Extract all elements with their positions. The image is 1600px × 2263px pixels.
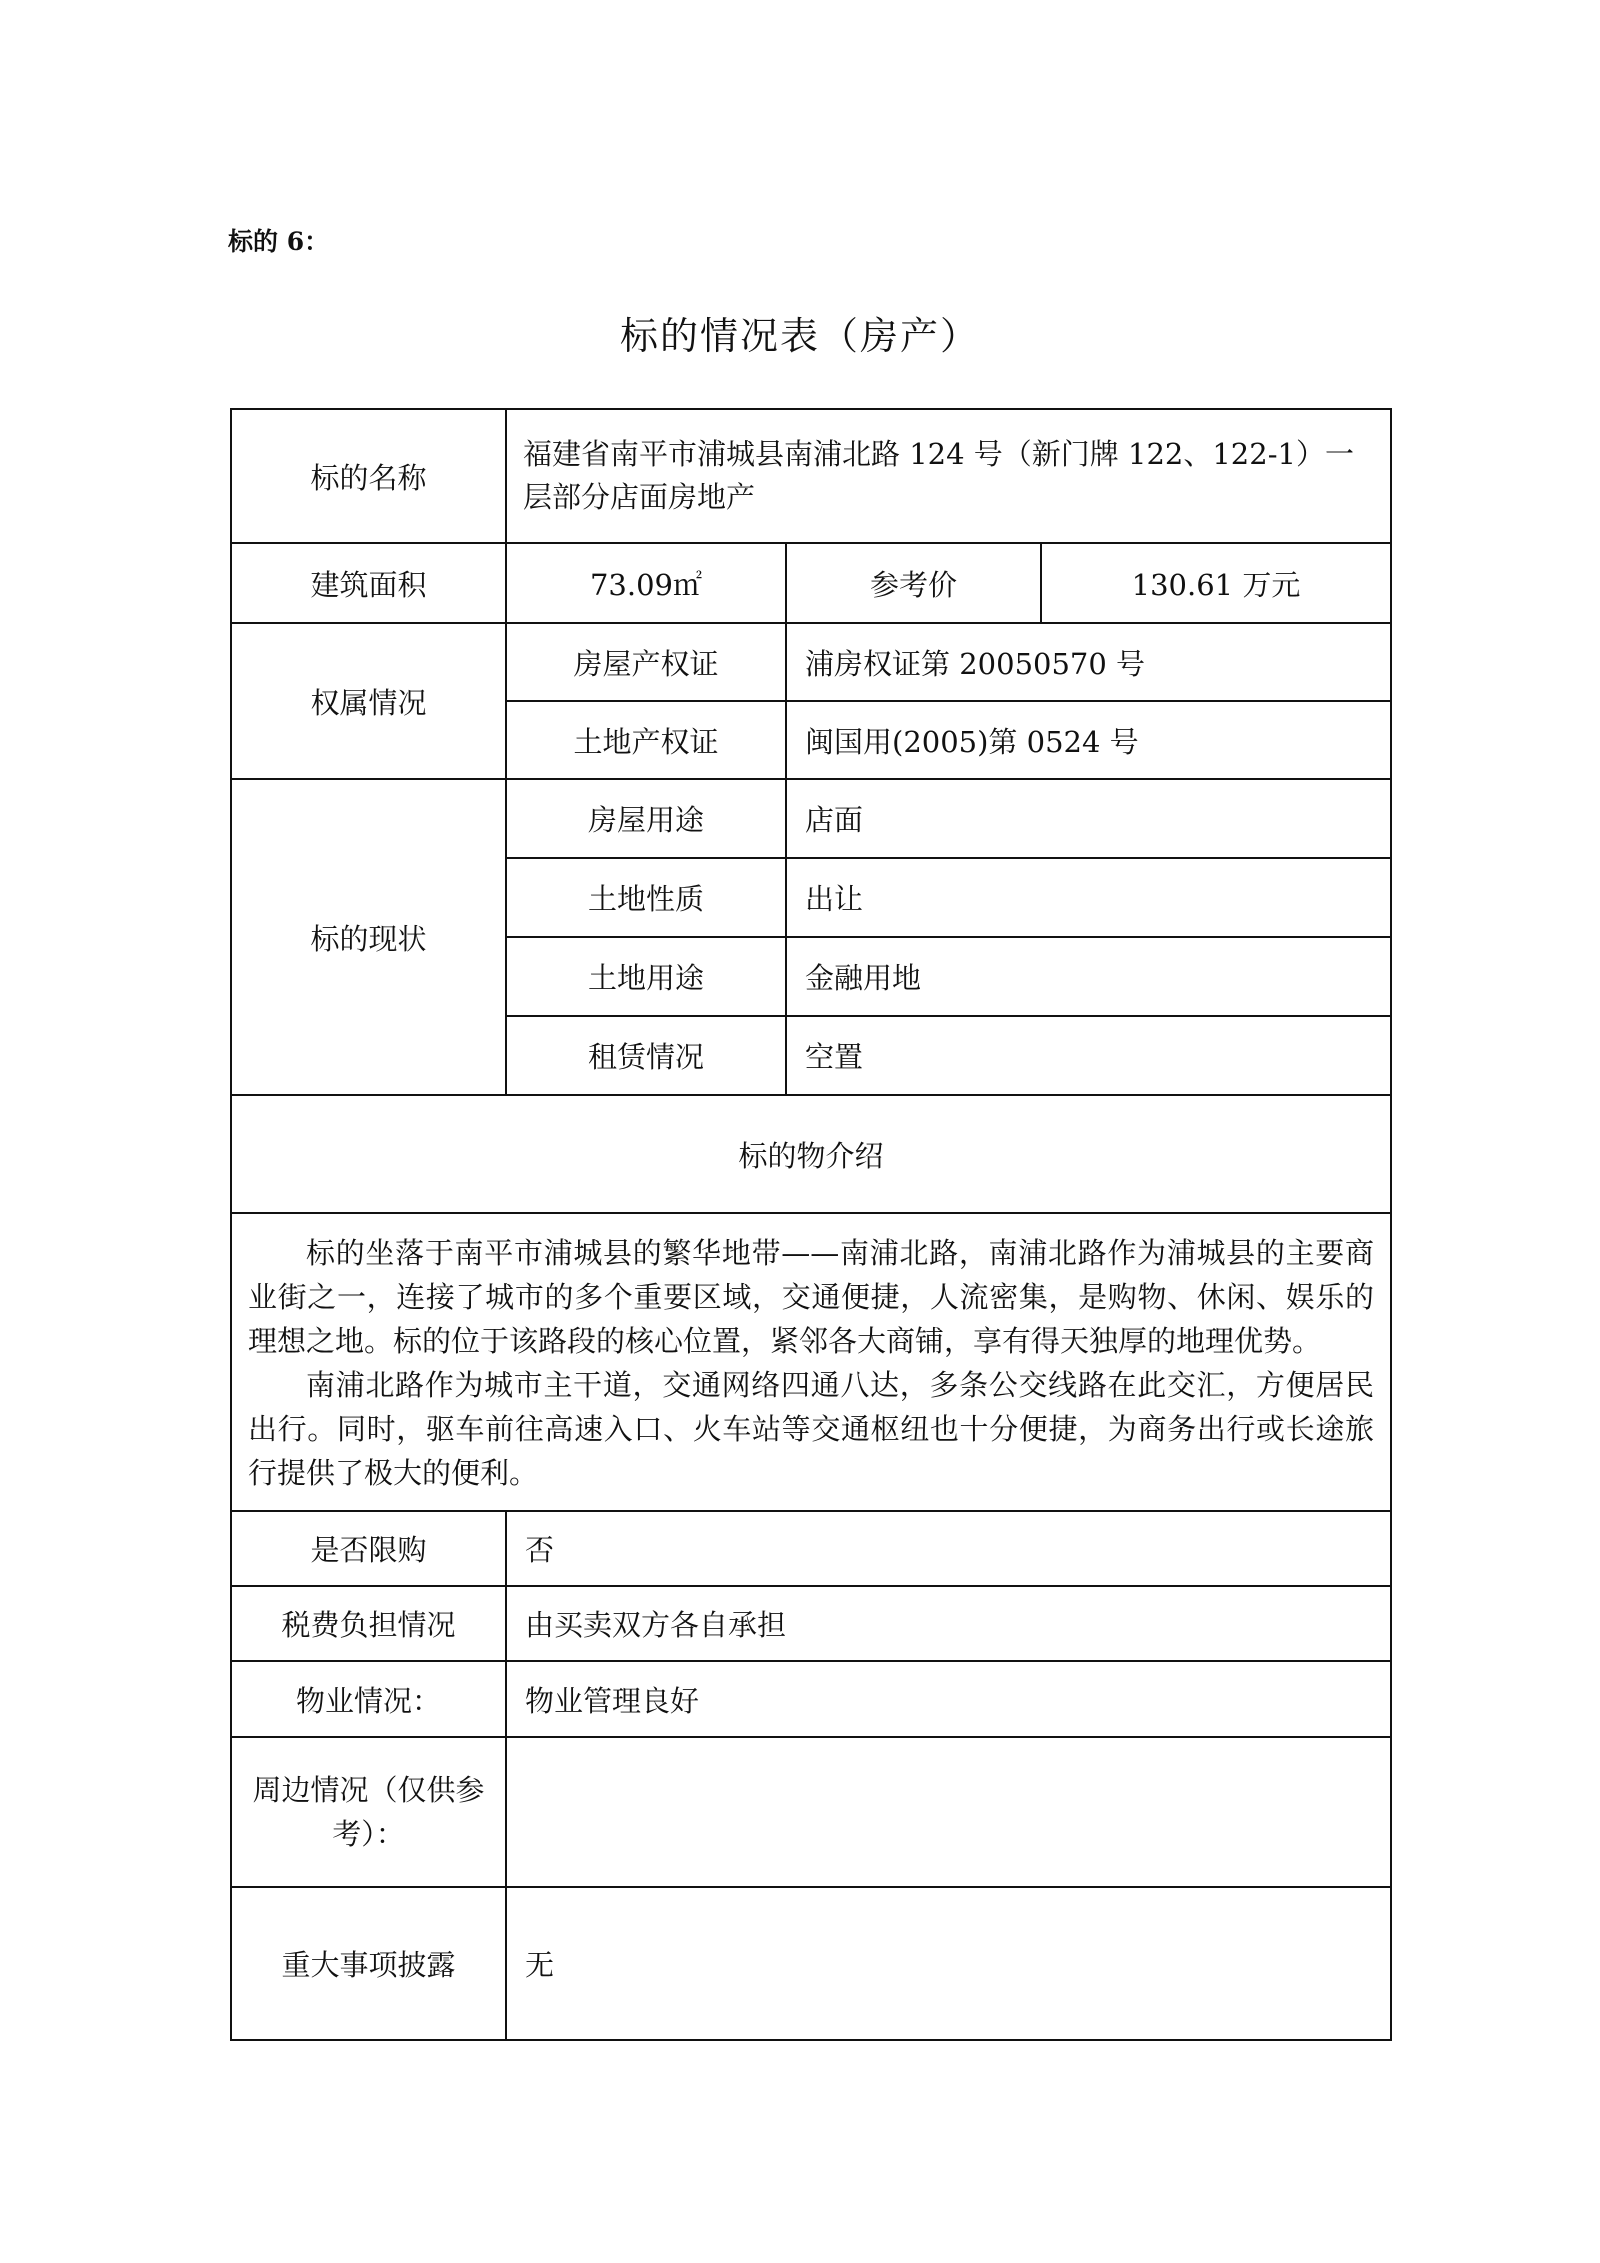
- table-row: [231, 409, 1391, 543]
- lot-label: 标的 6：: [228, 227, 330, 256]
- table-row: [231, 1213, 1391, 1511]
- tax-value: 由买卖双方各自承担: [506, 1586, 1391, 1661]
- house-use-value: 店面: [786, 779, 1391, 858]
- house-cert-value: 浦房权证第 20050570 号: [786, 623, 1391, 701]
- table-row: [231, 1586, 1391, 1661]
- table-row: [231, 1661, 1391, 1737]
- tax-label: 税费负担情况: [231, 1586, 506, 1661]
- table-row: [231, 779, 1391, 858]
- land-cert-value: 闽国用(2005)第 0524 号: [786, 701, 1391, 779]
- restriction-label: 是否限购: [231, 1511, 506, 1586]
- disclosure-label: 重大事项披露: [231, 1887, 506, 2040]
- status-label: 标的现状: [231, 779, 506, 1095]
- house-cert-label: 房屋产权证: [506, 623, 786, 701]
- surroundings-value: [506, 1737, 1391, 1887]
- land-cert-label: 土地产权证: [506, 701, 786, 779]
- intro-paragraph: 标的坐落于南平市浦城县的繁华地带——南浦北路，南浦北路作为浦城县的主要商业街之一，连接了城市的多个重要区域，交通便捷，人流密集，是购物、休闲、娱乐的理想之地。标的位于该路段的核心位置，紧邻各大商铺，享有得天独厚的地理优势。: [248, 1236, 1374, 1358]
- house-use-label: 房屋用途: [506, 779, 786, 858]
- property-mgmt-label: 物业情况：: [231, 1661, 506, 1737]
- table-row: [231, 1737, 1391, 1887]
- table-row: [231, 543, 1391, 623]
- property-mgmt-value: 物业管理良好: [506, 1661, 1391, 1737]
- name-label: 标的名称: [231, 409, 506, 543]
- table-row: [231, 1095, 1391, 1213]
- land-use-label: 土地用途: [506, 937, 786, 1016]
- area-value: 73.09㎡: [506, 543, 786, 623]
- disclosure-value: 无: [506, 1887, 1391, 2040]
- lease-value: 空置: [786, 1016, 1391, 1095]
- intro-heading: 标的物介绍: [231, 1095, 1391, 1213]
- intro-paragraph: 南浦北路作为城市主干道，交通网络四通八达，多条公交线路在此交汇，方便居民出行。同时，驱车前往高速入口、火车站等交通枢纽也十分便捷，为商务出行或长途旅行提供了极大的便利。: [248, 1368, 1374, 1490]
- price-value: 130.61 万元: [1041, 543, 1391, 623]
- name-value: 福建省南平市浦城县南浦北路 124 号（新门牌 122、122-1）一层部分店面房地产: [506, 409, 1391, 543]
- land-nature-value: 出让: [786, 858, 1391, 937]
- property-info-table: [230, 408, 1392, 2041]
- table-row: [231, 1887, 1391, 2040]
- area-label: 建筑面积: [231, 543, 506, 623]
- surroundings-label: 周边情况（仅供参考）：: [231, 1737, 506, 1887]
- land-nature-label: 土地性质: [506, 858, 786, 937]
- table-row: [231, 623, 1391, 701]
- table-row: [231, 1511, 1391, 1586]
- restriction-value: 否: [506, 1511, 1391, 1586]
- intro-text: [231, 1213, 1391, 1511]
- land-use-value: 金融用地: [786, 937, 1391, 1016]
- price-label: 参考价: [786, 543, 1041, 623]
- lease-label: 租赁情况: [506, 1016, 786, 1095]
- ownership-label: 权属情况: [231, 623, 506, 779]
- page-title: 标的情况表（房产）: [619, 314, 980, 358]
